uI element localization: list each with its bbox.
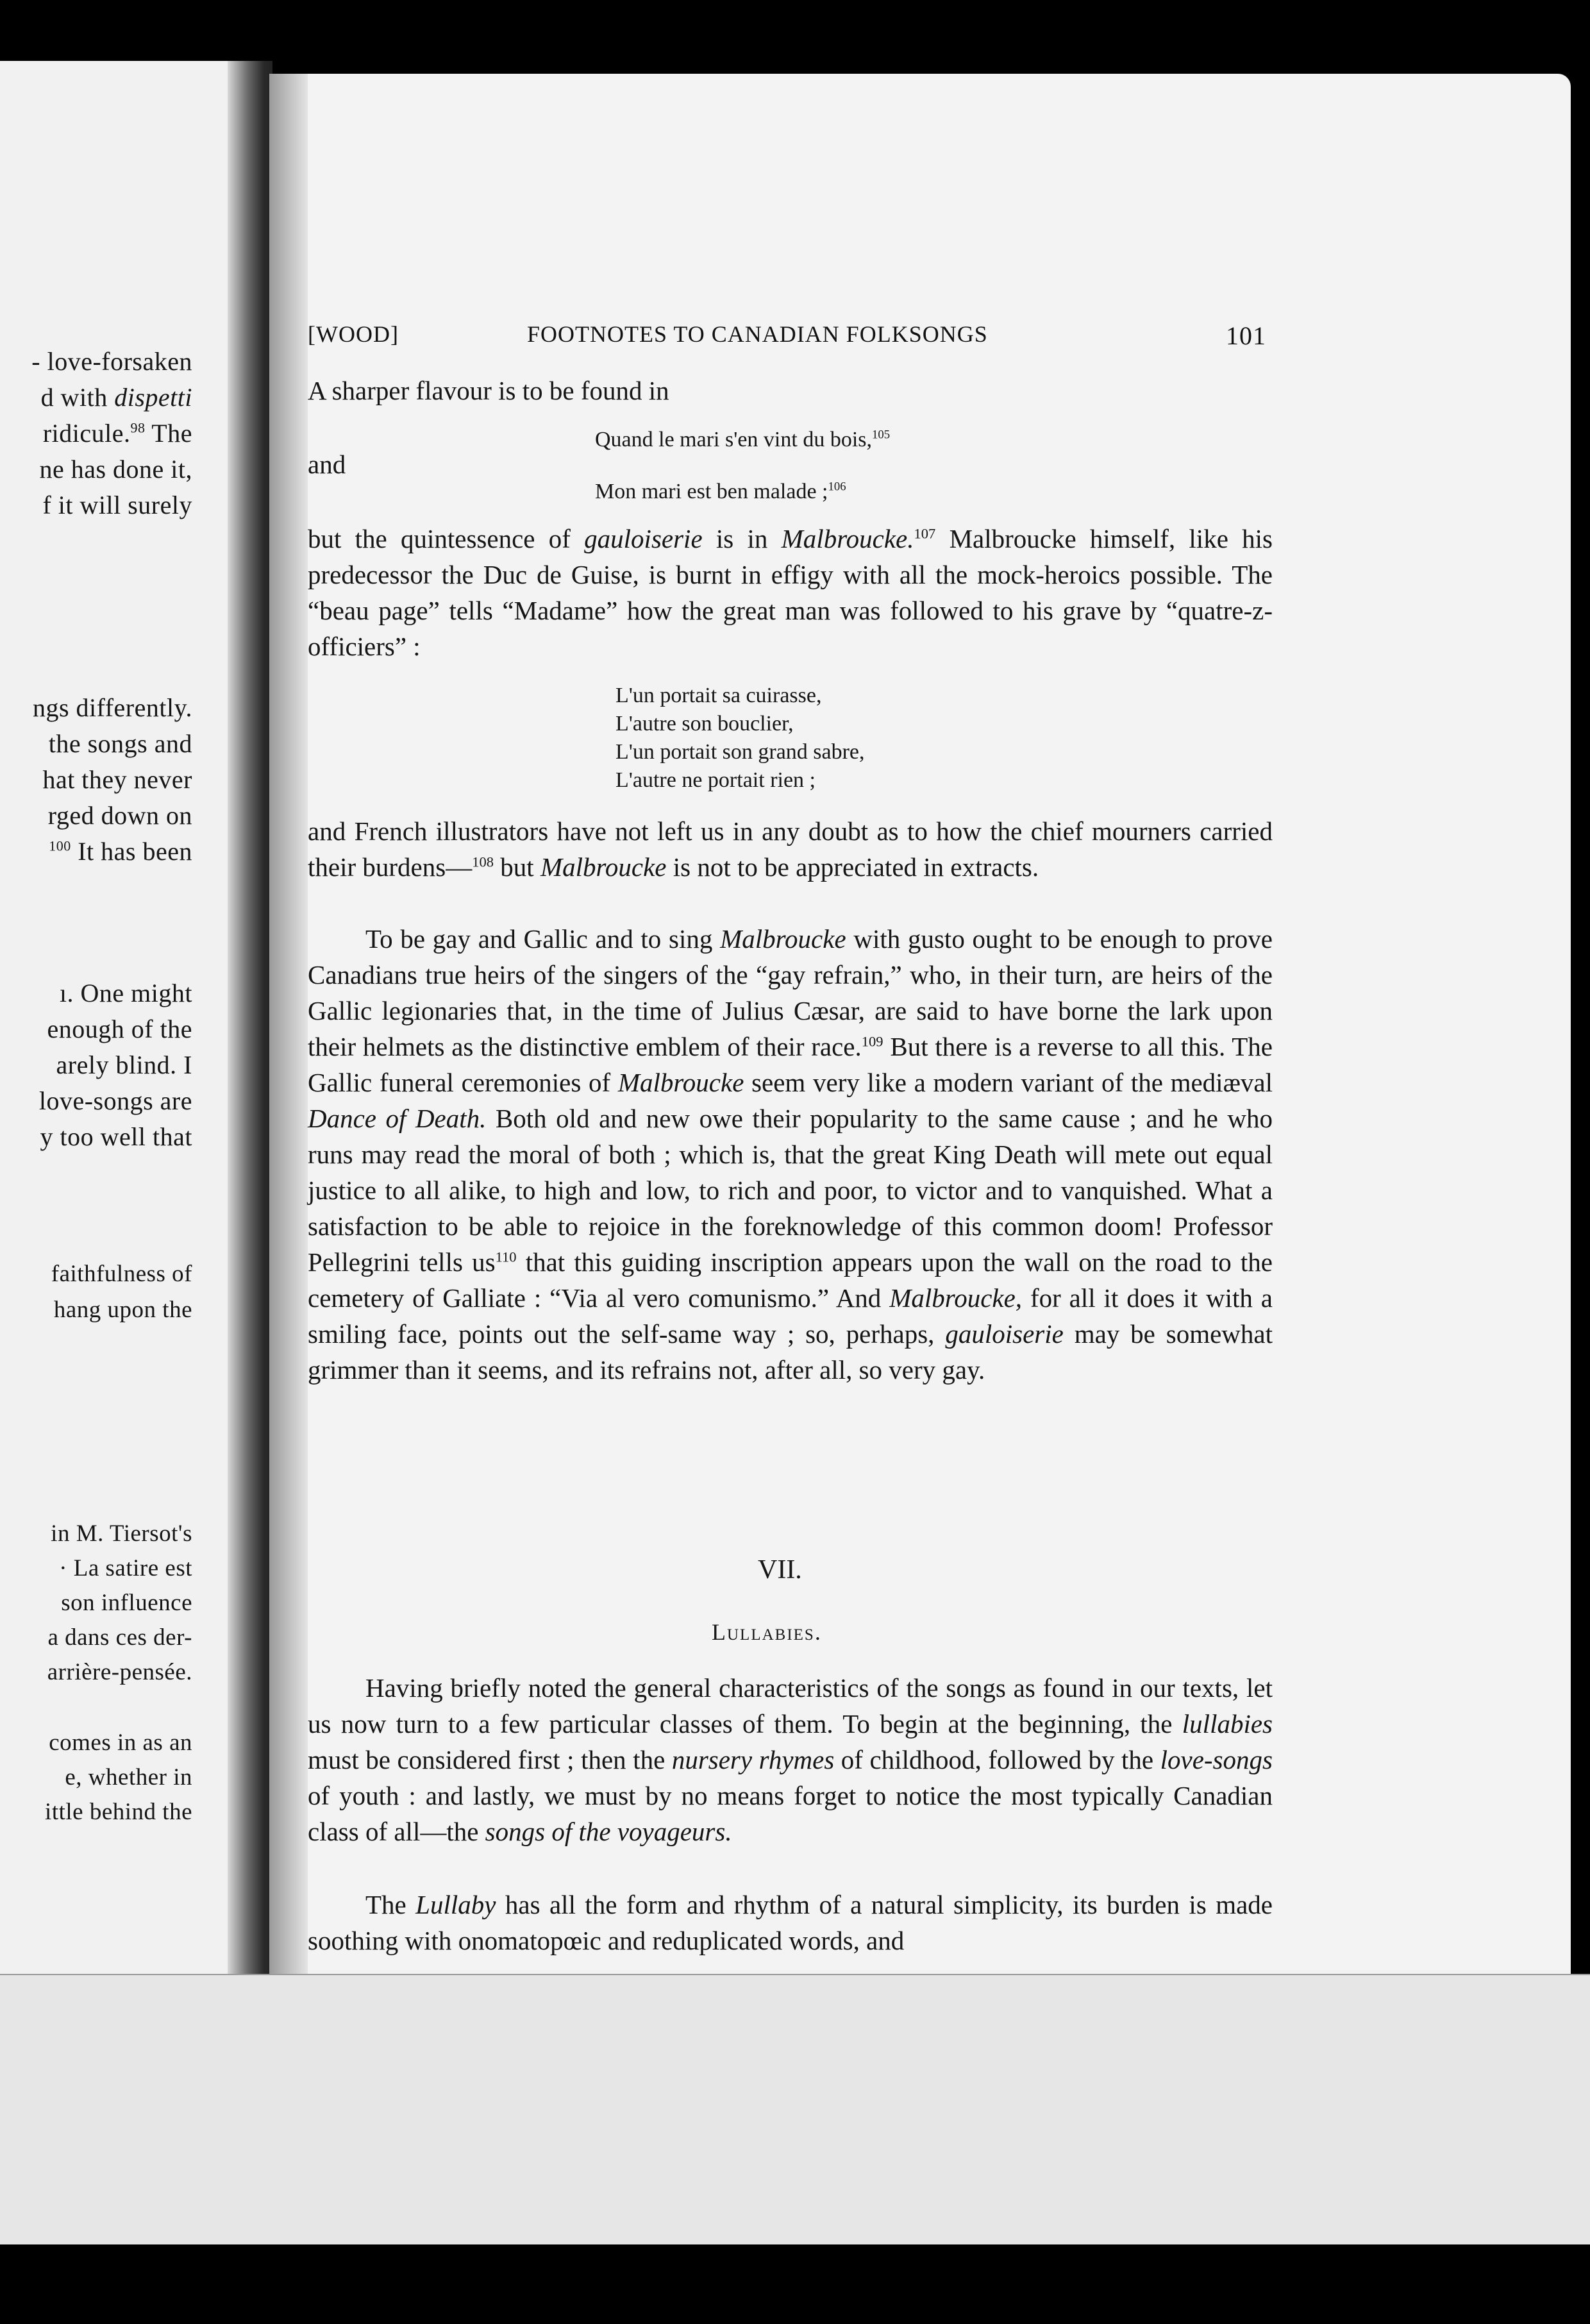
left-line: e, whether in xyxy=(65,1764,192,1790)
left-line: y too well that xyxy=(40,1122,192,1151)
left-line: faithfulness of xyxy=(51,1261,192,1287)
left-line: ngs differently. xyxy=(32,693,192,722)
left-line: love-songs are xyxy=(38,1086,192,1115)
left-line: d with dispetti xyxy=(40,383,192,412)
left-line: arrière-pensée. xyxy=(47,1659,192,1685)
left-line: $^{100}$ It has been xyxy=(49,837,192,866)
verse-line: L'autre son bouclier, xyxy=(615,712,794,736)
left-line: ı. One might xyxy=(59,979,192,1007)
paragraph-malbroucke: but the quintessence of gauloiserie is in Malbroucke.$^{107}$ Malbroucke himself, like his predecessor the Duc de Guise, is burnt in effigy with all the mock-heroics possible. The “beau page” tells “Madame” how the great man was followed to his grave by “quatre-z-officiers” : xyxy=(308,524,1273,661)
verse-line: L'un portait son grand sabre, xyxy=(615,740,865,764)
left-line: comes in as an xyxy=(49,1730,192,1756)
left-line: ittle behind the xyxy=(45,1799,192,1825)
left-line: hat they never xyxy=(42,765,192,794)
left-line: arely blind. I xyxy=(56,1050,192,1079)
paragraph-intro: A sharper flavour is to be found in xyxy=(308,376,669,405)
scan-bottom-area xyxy=(0,1975,1590,2244)
paragraph-lullabies-intro: Having briefly noted the general characteristics of the songs as found in our texts, let us now turn to a few particular classes of them. To begin at the beginning, the lullabies must be considered first ; then the nursery rhymes of childhood, followed by the love-songs of youth : and lastly, we must by no means forget to notice the most typically Canadian class of all—the songs of the voyageurs. xyxy=(308,1673,1273,1846)
section-number: VII. xyxy=(758,1555,802,1585)
left-line: a dans ces der- xyxy=(47,1624,192,1651)
left-line: in M. Tiersot's xyxy=(51,1520,192,1547)
left-line: - love-forsaken xyxy=(31,347,192,376)
left-line: ne has done it, xyxy=(39,455,192,484)
left-line: · La satire est xyxy=(59,1555,192,1581)
verse-line: L'autre ne portait rien ; xyxy=(615,768,816,792)
section-title: Lullabies. xyxy=(712,1619,822,1645)
running-head-author: [WOOD] xyxy=(308,321,399,347)
left-line: enough of the xyxy=(47,1015,192,1043)
paragraph-illustrators: and French illustrators have not left us in any doubt as to how the chief mourners carried their burdens—$^{108}$ but Malbroucke is not to be appreciated in extracts. xyxy=(308,816,1273,882)
running-head-title: FOOTNOTES TO CANADIAN FOLKSONGS xyxy=(527,321,988,347)
left-line: the songs and xyxy=(48,729,192,758)
left-line: hang upon the xyxy=(53,1297,192,1323)
gutter-shadow xyxy=(228,61,272,1985)
page-number: 101 xyxy=(1226,321,1266,350)
page-edge-shadow xyxy=(269,74,308,2190)
left-line: rged down on xyxy=(47,801,192,830)
left-line: ridicule.$^{98}$ The xyxy=(42,419,192,448)
verse-line: L'un portait sa cuirasse, xyxy=(615,684,822,707)
left-line: son influence xyxy=(61,1590,192,1616)
connector-and: and xyxy=(308,450,346,479)
paragraph-lullaby-form: The Lullaby has all the form and rhythm of a natural simplicity, its burden is made soothing with onomatopœic and reduplicated words, and xyxy=(308,1890,1273,1955)
left-line: f it will surely xyxy=(42,491,192,519)
quoted-title-2: Mon mari est ben malade ;$^{106}$ xyxy=(595,480,846,503)
quoted-title-1: Quand le mari s'en vint du bois,$^{105}$ xyxy=(595,428,891,451)
paragraph-gay-and-gallic: To be gay and Gallic and to sing Malbroucke with gusto ought to be enough to prove Canadians true heirs of the singers of the “gay refrain,” who, in their turn, are heirs of the Gallic legionaries that, in the time of Julius Cæsar, are said to have borne the lark upon their helmets as the distinctive emblem of their race.$^{109}$ But there is a reverse to all this. The Gallic funeral ceremonies of Malbroucke seem very like a modern variant of the mediæval Dance of Death. Both old and new owe their popularity to the same cause ; and he who runs may read the moral of both ; which is, that the great King Death will mete out equal justice to all alike, to high and low, to rich and poor, to victor and to vanquished. What a satisfaction to be able to rejoice in the foreknowledge of this common doom! Professor Pellegrini tells $us^{110}$ that this guiding inscription appears upon the wall on the road to the cemetery of Galliate : “Via al vero comunismo.” And Malbroucke, for all it does it with a smiling face, points out the self-same way ; so, perhaps, gauloiserie may be somewhat grimmer than it seems, and its refrains not, after all, so very gay. xyxy=(308,924,1273,1385)
